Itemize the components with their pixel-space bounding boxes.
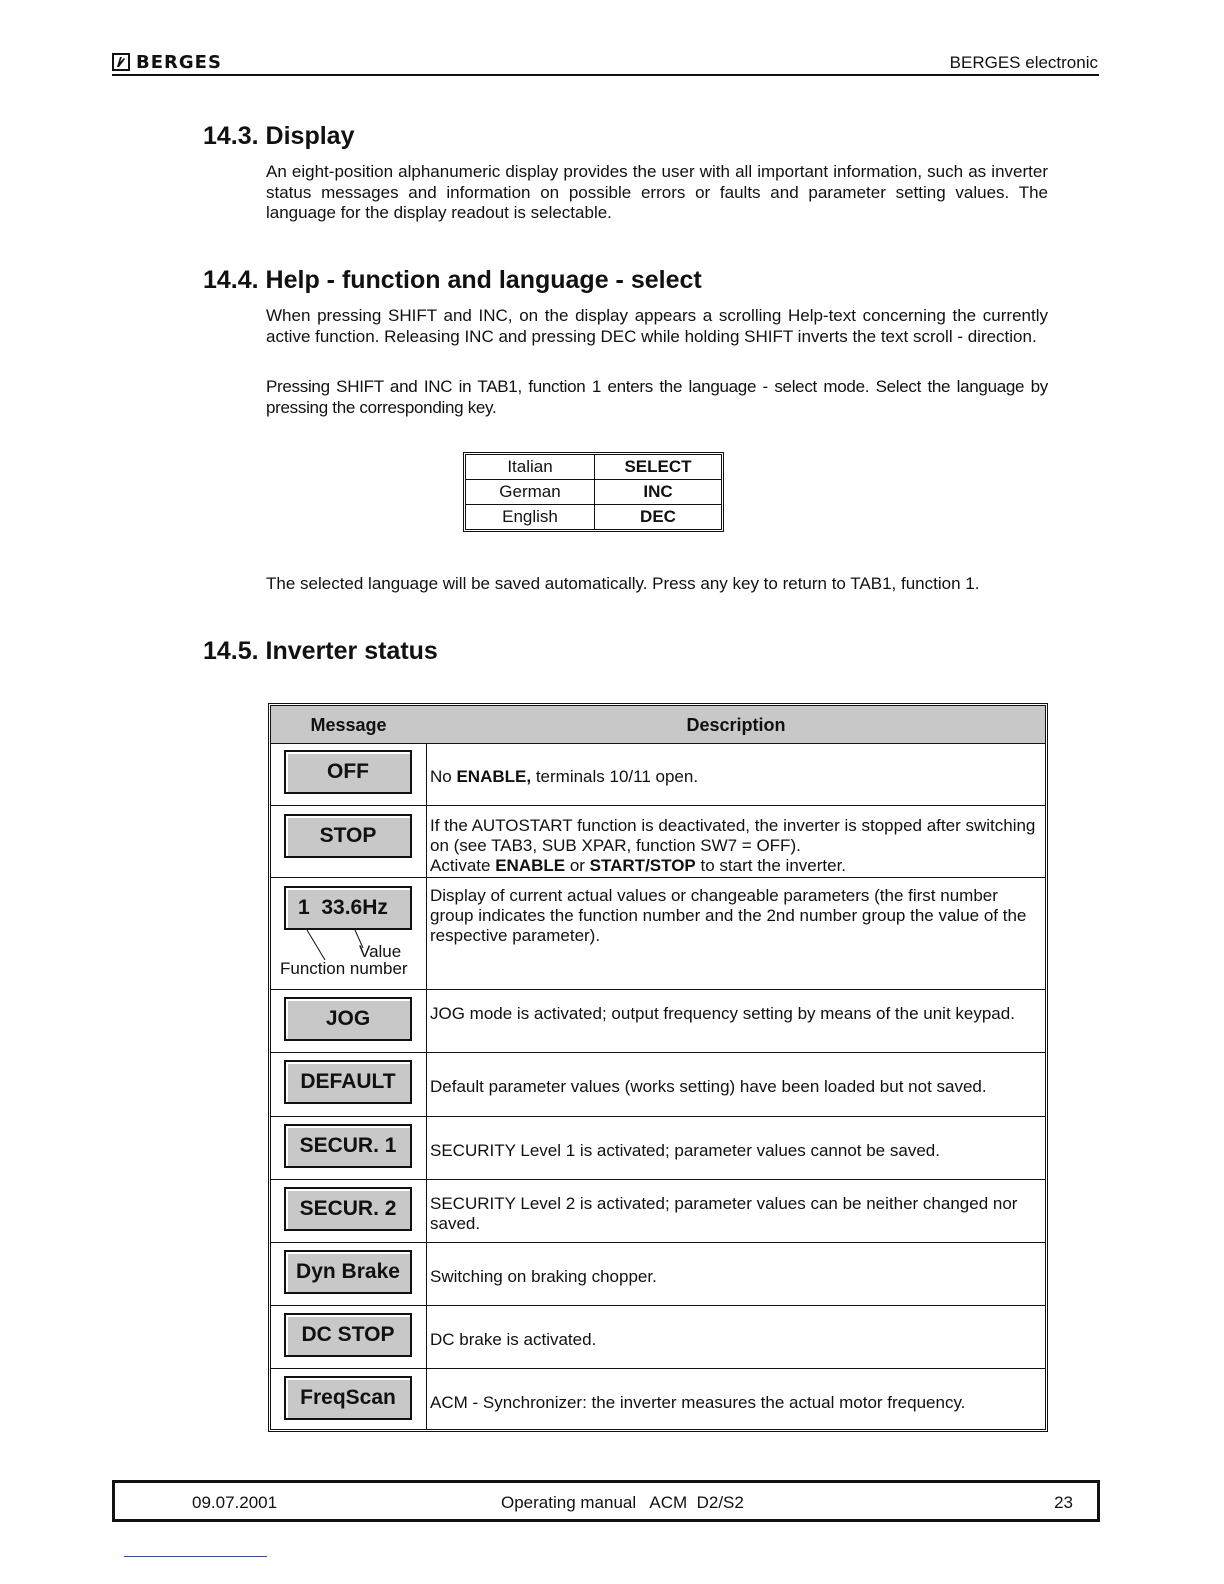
help-paragraph-1: When pressing SHIFT and INC, on the display appears a scrolling Help-text concerning the currently active function. Releasing INC and pressing DEC while holding SHIFT inverts the text scroll - direction. — [266, 306, 1048, 346]
section-title-inverter-status: 14.5. Inverter status — [203, 637, 438, 665]
language-row — [466, 505, 721, 529]
language-table — [463, 452, 724, 532]
table-row — [271, 806, 1045, 878]
status-description: Display of current actual values or changeable parameters (the first number group indicates the function number and the 2nd number group the value of the respective parameter). — [430, 886, 1027, 945]
desc-line — [430, 856, 1037, 876]
table-row — [271, 990, 1045, 1053]
language-row — [466, 455, 721, 480]
header-divider — [112, 74, 1099, 76]
status-message-jog: JOG — [284, 997, 412, 1041]
function-number-label: Function number — [280, 959, 408, 978]
section-title-help: 14.4. Help - function and language - select — [203, 266, 702, 294]
section-title-display: 14.3. Display — [203, 122, 355, 150]
status-message-freqscan: FreqScan — [284, 1376, 412, 1420]
status-message-dc-stop: DC STOP — [284, 1313, 412, 1357]
language-key: INC — [595, 480, 721, 505]
table-row — [271, 1369, 1045, 1429]
language-key: DEC — [640, 507, 676, 526]
footer — [112, 1480, 1100, 1522]
berges-logo-icon — [112, 53, 130, 71]
status-description: SECURITY Level 1 is activated; parameter values cannot be saved. — [430, 1141, 940, 1160]
bottom-link-underline — [124, 1556, 267, 1557]
language-key: SELECT — [595, 455, 721, 480]
desc-text: or — [565, 856, 590, 875]
brand-logo — [112, 52, 222, 72]
status-description: Switching on braking chopper. — [430, 1267, 657, 1286]
status-message-secur2: SECUR. 2 — [284, 1187, 412, 1231]
status-description — [430, 816, 1037, 876]
status-message-default: DEFAULT — [284, 1060, 412, 1104]
desc-text: If the AUTOSTART function is deactivated, the inverter is stopped after switching on (see TAB3, SUB XPAR, function SW7 = OFF). — [430, 816, 1036, 855]
table-row — [271, 1306, 1045, 1369]
desc-text: terminals 10/11 open. — [531, 767, 699, 786]
table-row — [271, 1053, 1045, 1117]
status-description: SECURITY Level 2 is activated; parameter values can be neither changed nor saved. — [430, 1194, 1018, 1233]
status-description: JOG mode is activated; output frequency setting by means of the unit keypad. — [430, 1004, 1015, 1023]
language-name: Italian — [466, 455, 595, 480]
status-message-secur1: SECUR. 1 — [284, 1124, 412, 1168]
language-name: German — [466, 480, 595, 505]
table-row — [271, 1117, 1045, 1180]
desc-text: to start the inverter. — [695, 856, 847, 875]
desc-bold: START/STOP — [589, 856, 696, 875]
language-saved-paragraph: The selected language will be saved automatically. Press any key to return to TAB1, function 1. — [266, 574, 980, 593]
display-paragraph: An eight-position alphanumeric display provides the user with all important information, such as inverter status messages and information on possible errors or faults and parameter setting values. The language for the display readout is selectable. — [266, 162, 1048, 222]
logo-text: BERGES — [136, 51, 222, 73]
help-paragraph-2: Pressing SHIFT and INC in TAB1, function 1 enters the language - select mode. Select the language by pressing the corresponding key. — [266, 377, 1048, 417]
table-row — [271, 743, 1045, 806]
desc-text: Activate — [430, 856, 496, 875]
table-row — [271, 878, 1045, 990]
status-description: Default parameter values (works setting) have been loaded but not saved. — [430, 1077, 987, 1096]
table-row — [271, 1180, 1045, 1243]
desc-text: No — [430, 767, 457, 786]
footer-title: Operating manual ACM D2/S2 — [501, 1493, 744, 1512]
status-description — [430, 767, 1037, 787]
status-message-value: 1 33.6Hz — [284, 886, 412, 930]
status-description: DC brake is activated. — [430, 1330, 597, 1349]
footer-date: 09.07.2001 — [192, 1493, 278, 1512]
header-company: BERGES electronic — [949, 53, 1098, 72]
status-description: ACM - Synchronizer: the inverter measures the actual motor frequency. — [430, 1393, 966, 1412]
table-header — [271, 706, 1045, 744]
desc-bold: ENABLE, — [456, 767, 532, 786]
desc-bold: ENABLE — [495, 856, 566, 875]
language-row — [466, 480, 721, 505]
status-message-off: OFF — [284, 750, 412, 794]
footer-page-number: 23 — [1054, 1493, 1073, 1512]
value-label: Value — [359, 942, 402, 961]
status-message-dyn-brake: Dyn Brake — [284, 1250, 412, 1294]
header-description: Description — [686, 715, 786, 735]
inverter-status-table — [268, 703, 1048, 1432]
header-message: Message — [310, 715, 387, 735]
status-message-stop: STOP — [284, 814, 412, 858]
language-name: English — [466, 505, 595, 529]
table-row — [271, 1243, 1045, 1306]
